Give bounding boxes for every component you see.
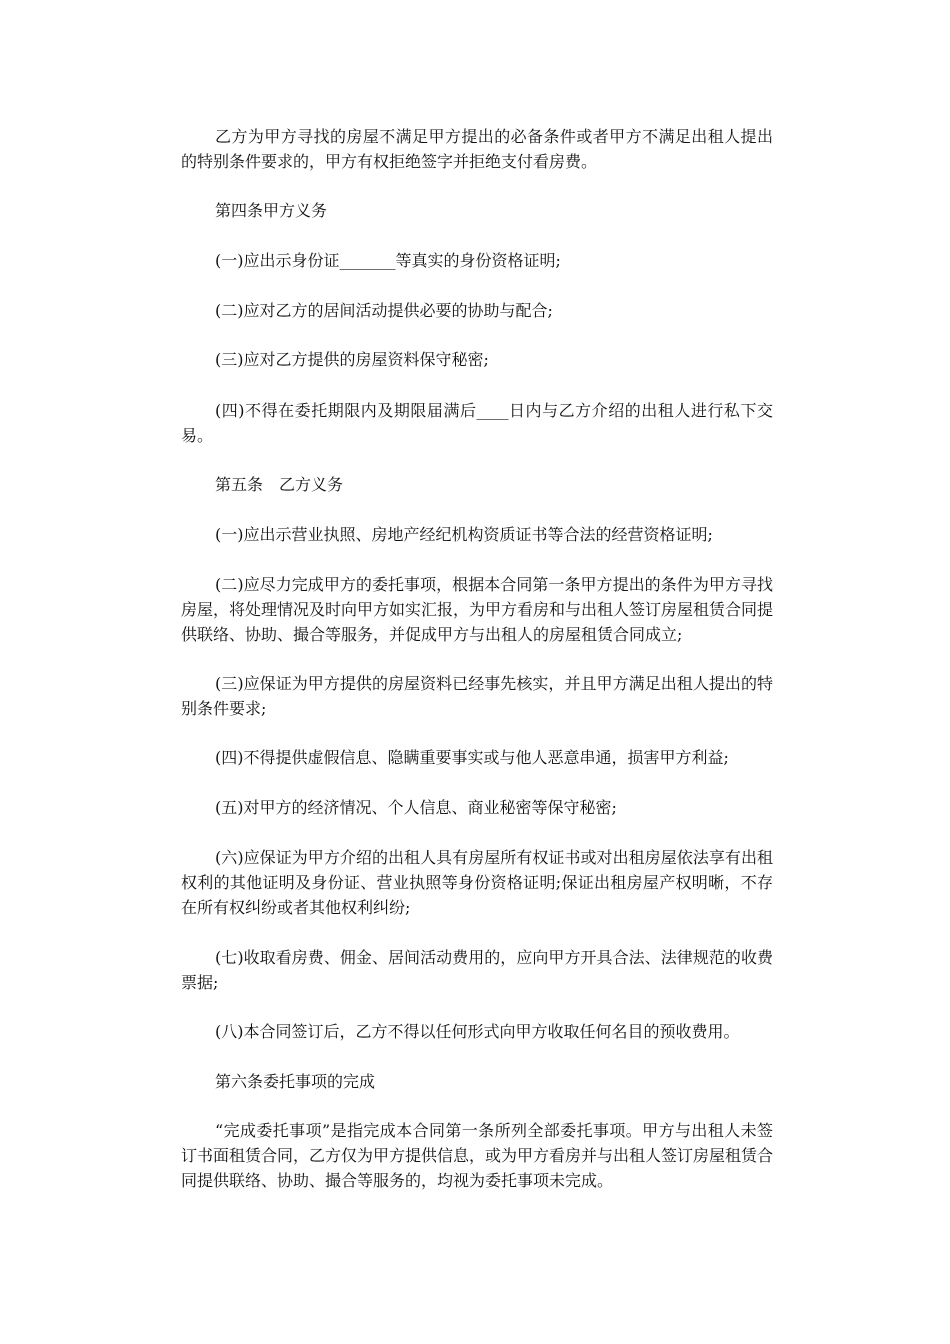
clause-5-8: (八)本合同签订后，乙方不得以任何形式向甲方收取任何名目的预收费用。 <box>215 1022 740 1041</box>
clause-4-4: (四)不得在委托期限内及期限届满后____日内与乙方介绍的出租人进行私下交易。 <box>181 401 773 445</box>
clause-5-5: (五)对甲方的经济情况、个人信息、商业秘密等保守秘密; <box>215 798 617 817</box>
clause-5-4: (四)不得提供虚假信息、隐瞒重要事实或与他人恶意串通，损害甲方利益; <box>215 748 729 767</box>
heading-article-5: 第五条 乙方义务 <box>215 475 344 494</box>
clause-5-3: (三)应保证为甲方提供的房屋资料已经事先核实，并且甲方满足出租人提出的特别条件要求; <box>181 674 773 718</box>
heading-article-4: 第四条甲方义务 <box>215 201 328 220</box>
clause-5-1: (一)应出示营业执照、房地产经纪机构资质证书等合法的经营资格证明; <box>215 525 713 544</box>
clause-5-2: (二)应尽力完成甲方的委托事项，根据本合同第一条甲方提出的条件为甲方寻找房屋，将处理情况及时向甲方如实汇报，为甲方看房和与出租人签订房屋租赁合同提供联络、协助、撮合等服务，并促成甲方与出租人的房屋租赁合同成立; <box>181 575 774 644</box>
heading-article-6: 第六条委托事项的完成 <box>215 1072 376 1091</box>
clause-4-1: (一)应出示身份证_______等真实的身份资格证明; <box>215 251 561 270</box>
paragraph-completion-definition: “完成委托事项”是指完成本合同第一条所列全部委托事项。甲方与出租人未签订书面租赁合同，乙方仅为甲方提供信息，或为甲方看房并与出租人签订房屋租赁合同提供联络、协助、撮合等服务的，均视为委托事项未完成。 <box>181 1121 774 1190</box>
clause-5-6: (六)应保证为甲方介绍的出租人具有房屋所有权证书或对出租房屋依法享有出租权利的其他证明及身份证、营业执照等身份资格证明;保证出租房屋产权明晰，不存在所有权纠纷或者其他权利纠纷; <box>181 848 773 917</box>
paragraph-viewing-fee-refusal: 乙方为甲方寻找的房屋不满足甲方提出的必备条件或者甲方不满足出租人提出的特别条件要求的，甲方有权拒绝签字并拒绝支付看房费。 <box>181 127 773 171</box>
clause-4-2: (二)应对乙方的居间活动提供必要的协助与配合; <box>215 301 553 320</box>
clause-4-3: (三)应对乙方提供的房屋资料保守秘密; <box>215 350 489 369</box>
clause-5-7: (七)收取看房费、佣金、居间活动费用的，应向甲方开具合法、法律规范的收费票据; <box>181 948 773 992</box>
